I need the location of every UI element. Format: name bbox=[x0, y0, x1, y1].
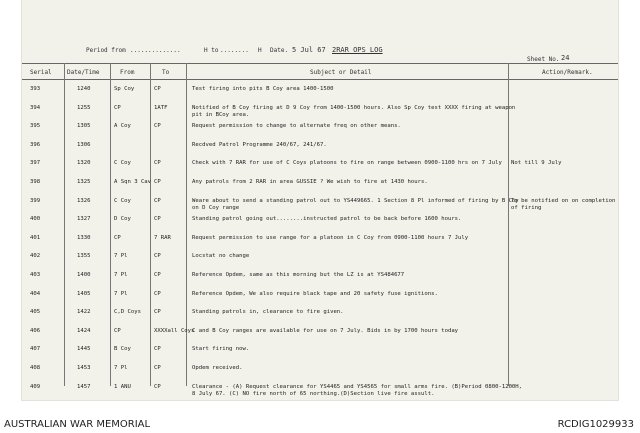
cell-time: 1326 bbox=[77, 197, 91, 204]
cell-time: 1330 bbox=[77, 234, 91, 241]
cell-to: 7 RAR bbox=[154, 234, 171, 241]
cell-serial: 401 bbox=[30, 234, 41, 241]
cell-serial: 394 bbox=[30, 104, 41, 111]
cell-from: CP bbox=[114, 234, 121, 241]
cell-from: 7 Pl bbox=[114, 272, 128, 278]
cell-serial: 409 bbox=[30, 383, 41, 390]
header-bottom-rule bbox=[22, 79, 618, 80]
cell-subject: Reference Opdem, same as this morning but the LZ is at YS484677 bbox=[192, 272, 405, 278]
cell-subject: Clearance - (A) Request clearance for YS4465 and YS4565 for small arms fire. (B)Period 0800-1200H, 8 July 67. (C) NO fire north of 65 northing.(D)Section live fire assult. bbox=[192, 383, 523, 397]
cell-serial: 403 bbox=[30, 272, 41, 278]
cell-subject: Request permission to use range for a platoon in C Coy from 0900-1100 hours 7 July bbox=[192, 234, 469, 241]
cell-serial: 397 bbox=[30, 160, 41, 167]
cell-time: 1255 bbox=[77, 104, 91, 111]
cell-time: 1305 bbox=[77, 123, 91, 130]
cell-time: 1445 bbox=[77, 346, 91, 353]
log-sheet bbox=[22, 0, 618, 400]
cell-subject: Test firing into pits B Coy area 1400-1500 bbox=[192, 86, 334, 92]
cell-serial: 406 bbox=[30, 327, 41, 334]
date-label: Date. bbox=[270, 47, 289, 54]
cell-to: CP bbox=[154, 216, 161, 223]
cell-action: To be notified on on completion of firing bbox=[511, 197, 616, 211]
log-row bbox=[22, 160, 618, 179]
cell-serial: 398 bbox=[30, 179, 41, 185]
cell-serial: 399 bbox=[30, 197, 41, 204]
period-from-dots: .............. bbox=[130, 47, 181, 54]
cell-subject: Opdem received. bbox=[192, 365, 243, 371]
cell-serial: 404 bbox=[30, 290, 41, 297]
sheet-value: 24 bbox=[561, 54, 570, 62]
period-from-label: Period from bbox=[86, 47, 126, 54]
cell-action: Not till 9 July bbox=[511, 160, 562, 167]
cell-to: CP bbox=[154, 123, 161, 130]
cell-serial: 395 bbox=[30, 123, 41, 130]
date-value: 5 Jul 67 bbox=[292, 46, 326, 54]
cell-time: 1240 bbox=[77, 86, 91, 92]
cell-serial: 402 bbox=[30, 253, 41, 260]
cell-time: 1400 bbox=[77, 272, 91, 278]
log-title: 2RAR OPS LOG bbox=[332, 46, 383, 54]
log-row bbox=[22, 291, 618, 310]
cell-time: 1405 bbox=[77, 290, 91, 297]
cell-from: C,D Coys bbox=[114, 309, 141, 316]
col-from: From bbox=[120, 69, 135, 76]
cell-from: D Coy bbox=[114, 216, 131, 223]
log-row bbox=[22, 309, 618, 328]
log-row bbox=[22, 216, 618, 235]
period-to-dots: ........ bbox=[220, 47, 249, 54]
cell-serial: 400 bbox=[30, 216, 41, 223]
log-row bbox=[22, 272, 618, 291]
col-to: To bbox=[162, 69, 170, 76]
cell-time: 1325 bbox=[77, 179, 91, 185]
cell-time: 1355 bbox=[77, 253, 91, 260]
log-row bbox=[22, 384, 618, 403]
sheet-label: Sheet No. bbox=[527, 56, 560, 63]
cell-from: CP bbox=[114, 327, 121, 334]
cell-to: CP bbox=[154, 253, 161, 260]
cell-to: CP bbox=[154, 160, 161, 167]
log-row bbox=[22, 328, 618, 347]
cell-to: CP bbox=[154, 179, 161, 185]
cell-serial: 393 bbox=[30, 86, 41, 92]
cell-subject: Standing patrols in, clearance to fire given. bbox=[192, 309, 344, 316]
cell-serial: 396 bbox=[30, 141, 41, 148]
cell-subject: Notified of B Coy firing at D 9 Coy from 1400-1500 hours. Also Sp Coy test XXXX firing at weapon pit in BCoy area. bbox=[192, 104, 516, 118]
log-row bbox=[22, 179, 618, 198]
cell-subject: Standing patrol going out........instructed patrol to be back before 1600 hours. bbox=[192, 216, 462, 223]
period-h-to-label: H to bbox=[204, 47, 219, 54]
cell-to: CP bbox=[154, 309, 161, 316]
cell-from: 7 Pl bbox=[114, 365, 128, 371]
header-top-rule bbox=[22, 63, 618, 64]
cell-to: CP bbox=[154, 290, 161, 297]
footer-id: RCDIG1029933 bbox=[557, 419, 634, 430]
cell-time: 1453 bbox=[77, 365, 91, 371]
cell-subject: Check with 7 RAR for use of C Coys platoons to fire on range between 0900-1100 hrs on 7 July bbox=[192, 160, 502, 167]
cell-to: CP bbox=[154, 86, 161, 92]
cell-time: 1320 bbox=[77, 160, 91, 167]
log-row bbox=[22, 198, 618, 217]
cell-time: 1306 bbox=[77, 141, 91, 148]
col-action: Action/Remark. bbox=[542, 69, 593, 76]
cell-from: Sp Coy bbox=[114, 86, 135, 92]
cell-subject: Reference Opdem, We also require black tape and 20 safety fuse ignitions. bbox=[192, 290, 438, 297]
cell-from: 7 Pl bbox=[114, 290, 128, 297]
log-row bbox=[22, 123, 618, 142]
cell-subject: Locstat no change bbox=[192, 253, 250, 260]
log-row bbox=[22, 365, 618, 384]
period-h-label: H bbox=[258, 47, 262, 54]
cell-serial: 405 bbox=[30, 309, 41, 316]
cell-subject: Recdved Patrol Programme 240/67, 241/67. bbox=[192, 141, 327, 148]
cell-subject: Request permission to change to alternate freq on other means. bbox=[192, 123, 401, 130]
log-row bbox=[22, 253, 618, 272]
cell-subject: Start firing now. bbox=[192, 346, 250, 353]
cell-time: 1327 bbox=[77, 216, 91, 223]
log-row bbox=[22, 105, 618, 124]
cell-from: CP bbox=[114, 104, 121, 111]
cell-to: XXXXall Coys bbox=[154, 327, 195, 334]
cell-to: CP bbox=[154, 365, 161, 371]
log-row bbox=[22, 142, 618, 161]
log-row bbox=[22, 86, 618, 105]
cell-from: 7 Pl bbox=[114, 253, 128, 260]
cell-to: CP bbox=[154, 197, 161, 204]
cell-from: A Sqn 3 Cav bbox=[114, 179, 152, 185]
log-row bbox=[22, 235, 618, 254]
cell-serial: 408 bbox=[30, 365, 41, 371]
col-date-time: Date/Time bbox=[67, 69, 100, 76]
cell-to: CP bbox=[154, 383, 161, 390]
cell-time: 1457 bbox=[77, 383, 91, 390]
cell-serial: 407 bbox=[30, 346, 41, 353]
cell-to: CP bbox=[154, 272, 161, 278]
cell-from: C Coy bbox=[114, 197, 131, 204]
cell-subject: C and B Coy ranges are available for use on 7 July. Bids in by 1700 hours today bbox=[192, 327, 459, 334]
col-subject: Subject or Detail bbox=[310, 69, 372, 76]
cell-from: 1 ANU bbox=[114, 383, 131, 390]
footer-source: AUSTRALIAN WAR MEMORIAL bbox=[4, 419, 151, 430]
cell-from: A Coy bbox=[114, 123, 131, 130]
cell-time: 1422 bbox=[77, 309, 91, 316]
log-row bbox=[22, 346, 618, 365]
cell-to: 1ATF bbox=[154, 104, 168, 111]
cell-subject: Any patrols from 2 RAR in area GUSSIE ? We wish to fire at 1430 hours. bbox=[192, 179, 428, 185]
cell-time: 1424 bbox=[77, 327, 91, 334]
cell-from: C Coy bbox=[114, 160, 131, 167]
col-serial: Serial bbox=[30, 69, 52, 76]
cell-subject: Weare about to send a standing patrol out to YS449665. 1 Section 8 Pl informed of firing by B Coy on D Coy range bbox=[192, 197, 519, 211]
cell-from: B Coy bbox=[114, 346, 131, 353]
cell-to: CP bbox=[154, 346, 161, 353]
